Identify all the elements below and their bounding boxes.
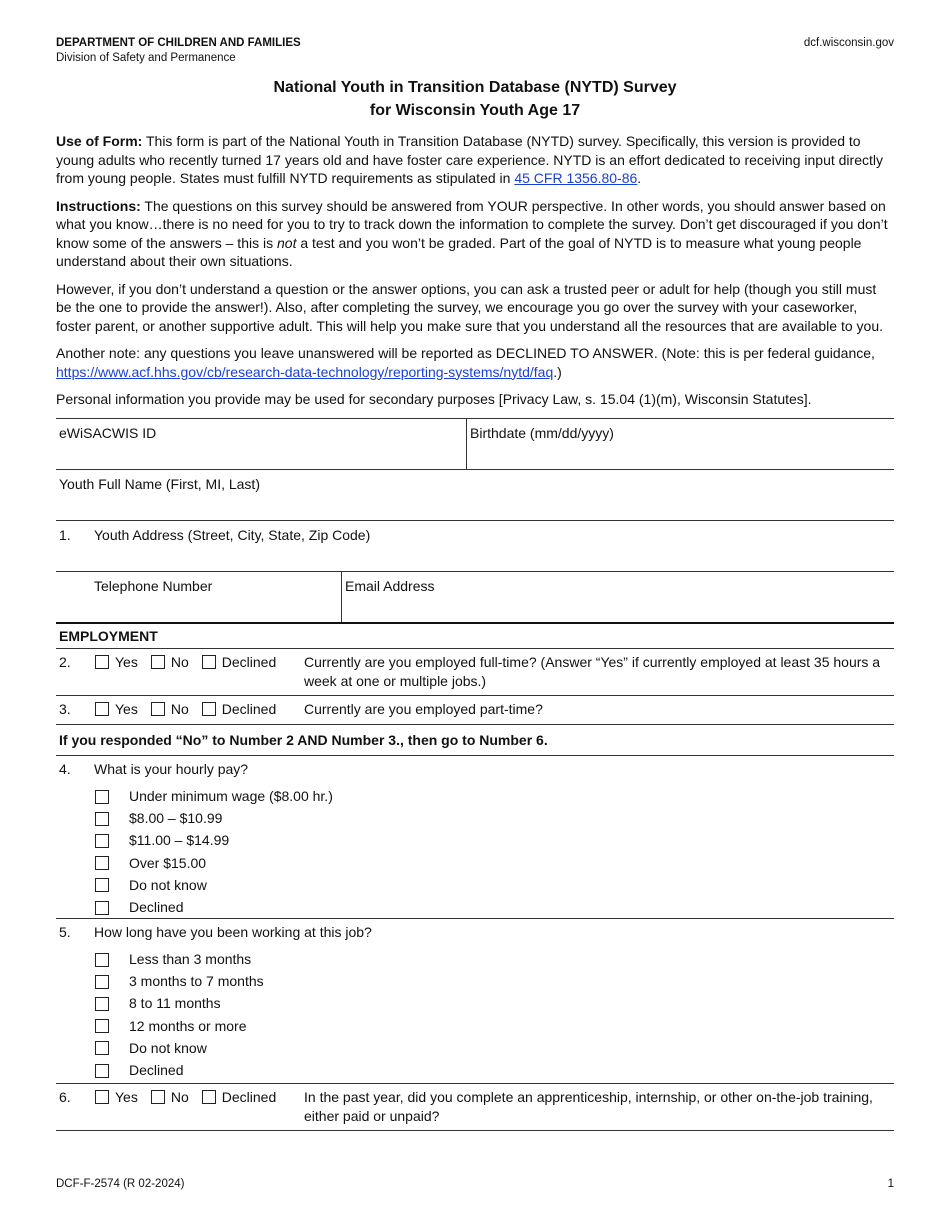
answer-options: [95, 700, 276, 719]
option-label: Less than 3 months: [129, 951, 252, 968]
address-number-label: 1.: [59, 526, 71, 543]
use-of-form-text: This form is part of the National Youth in Transition Database (NYTD) survey. Specifically, this version is provided to young adults who recently turned 17 years old and have foster care experience. NYTD is an effort dedicated to receiving input directly from young people. States must fulfill NYTD requirements as stipulated in: [56, 133, 883, 186]
answer-option[interactable]: [95, 1059, 264, 1081]
checkbox[interactable]: [95, 702, 109, 716]
answer-option[interactable]: [95, 786, 333, 808]
checkbox[interactable]: [202, 1090, 216, 1104]
checkbox[interactable]: [95, 1090, 109, 1104]
checkbox[interactable]: [95, 953, 109, 967]
question-text: What is your hourly pay?: [94, 760, 249, 777]
yes-option[interactable]: [95, 1088, 138, 1107]
answer-list: [95, 949, 264, 1082]
checkbox[interactable]: [95, 901, 109, 915]
option-label: Under minimum wage ($8.00 hr.): [129, 788, 333, 805]
question-3: [56, 696, 894, 725]
answer-option[interactable]: [95, 1037, 264, 1059]
checkbox[interactable]: [95, 1041, 109, 1055]
note-end: .): [553, 363, 562, 380]
answer-option[interactable]: [95, 852, 333, 874]
declined-option[interactable]: [202, 653, 276, 672]
instructions-paragraph: [56, 197, 894, 271]
telephone-field[interactable]: [91, 572, 342, 622]
checkbox[interactable]: [202, 702, 216, 716]
title-line-1: National Youth in Transition Database (NYTD) Survey: [273, 79, 677, 96]
option-label: $11.00 – $14.99: [129, 832, 230, 849]
option-label: No: [170, 653, 189, 670]
ewisacwis-label: eWiSACWIS ID: [59, 424, 157, 441]
answer-option[interactable]: [95, 1015, 264, 1037]
page-header: [56, 36, 894, 68]
question-number: 3.: [59, 700, 71, 717]
question-number: 2.: [59, 653, 71, 670]
option-label: $8.00 – $10.99: [129, 810, 223, 827]
option-label: No: [170, 700, 189, 717]
question-text: How long have you been working at this job?: [94, 923, 372, 940]
division-name: Division of Safety and Permanence: [56, 52, 236, 64]
address-label: Youth Address (Street, City, State, Zip Code): [94, 526, 371, 543]
full-name-field[interactable]: [56, 470, 894, 520]
option-label: 3 months to 7 months: [129, 973, 264, 990]
instructions-not: not: [277, 234, 297, 251]
checkbox[interactable]: [151, 1090, 165, 1104]
option-label: 12 months or more: [129, 1017, 247, 1034]
email-label: Email Address: [345, 577, 435, 594]
question-number: 5.: [59, 923, 71, 940]
address-row: [56, 521, 894, 572]
checkbox[interactable]: [95, 655, 109, 669]
option-label: Declined: [221, 653, 277, 670]
telephone-label: Telephone Number: [94, 577, 213, 594]
answer-option[interactable]: [95, 896, 333, 918]
option-label: Yes: [115, 653, 138, 670]
question-5: [56, 919, 894, 1084]
option-label: Declined: [221, 1088, 277, 1105]
checkbox[interactable]: [95, 856, 109, 870]
employment-section-title: EMPLOYMENT: [56, 624, 894, 649]
checkbox[interactable]: [95, 1064, 109, 1078]
birthdate-label: Birthdate (mm/dd/yyyy): [470, 424, 614, 441]
answer-option[interactable]: [95, 949, 264, 971]
yes-option[interactable]: [95, 653, 138, 672]
form-id: DCF-F-2574 (R 02-2024): [56, 1178, 185, 1190]
answer-option[interactable]: [95, 874, 333, 896]
checkbox[interactable]: [95, 997, 109, 1011]
option-label: Declined: [221, 700, 277, 717]
option-label: Do not know: [129, 1039, 207, 1056]
declined-option[interactable]: [202, 1088, 276, 1107]
option-label: Declined: [129, 899, 184, 916]
option-label: Yes: [115, 1088, 138, 1105]
name-row: [56, 470, 894, 521]
website: dcf.wisconsin.gov: [803, 37, 894, 49]
ewisacwis-field[interactable]: [56, 419, 467, 469]
question-number: 6.: [59, 1088, 71, 1105]
answer-option[interactable]: [95, 993, 264, 1015]
question-2: [56, 649, 894, 696]
answer-option[interactable]: [95, 830, 333, 852]
birthdate-field[interactable]: [466, 419, 894, 469]
answer-options: [95, 1088, 276, 1107]
use-of-form-end: .: [637, 170, 642, 186]
declined-option[interactable]: [202, 700, 276, 719]
answer-option[interactable]: [95, 971, 264, 993]
note-text: Another note: any questions you leave unanswered will be reported as DECLINED TO ANSWER. (Note: this is per federal guidance,: [56, 345, 875, 361]
option-label: Declined: [129, 1062, 184, 1079]
question-text: Currently are you employed part-time?: [304, 700, 543, 717]
full-name-label: Youth Full Name (First, MI, Last): [59, 475, 260, 492]
answer-options: [95, 653, 276, 672]
page-footer: [56, 1178, 894, 1190]
form-page: [56, 36, 894, 1131]
checkbox[interactable]: [202, 655, 216, 669]
use-of-form-paragraph: [56, 132, 894, 188]
skip-instruction: If you responded “No” to Number 2 AND Number 3., then go to Number 6.: [56, 725, 894, 756]
title-line-2: for Wisconsin Youth Age 17: [369, 102, 581, 119]
checkbox[interactable]: [95, 812, 109, 826]
option-label: 8 to 11 months: [129, 995, 221, 1012]
checkbox[interactable]: [151, 655, 165, 669]
address-field[interactable]: [91, 521, 894, 571]
form-title: [56, 76, 894, 122]
question-text: In the past year, did you complete an apprenticeship, internship, or other on-the-job training, either paid or unpaid?: [304, 1088, 873, 1124]
checkbox[interactable]: [95, 975, 109, 989]
faq-link[interactable]: https://www.acf.hhs.gov/cb/research-data-technology/reporting-systems/nytd/faq: [56, 363, 554, 380]
instructions-text-2: a test and you won’t be graded. Part of the goal of NYTD is to measure what young people understand about their own situations.: [56, 234, 862, 269]
checkbox[interactable]: [151, 702, 165, 716]
option-label: Do not know: [129, 876, 207, 893]
no-option[interactable]: [151, 700, 189, 719]
option-label: Over $15.00: [129, 854, 207, 871]
no-option[interactable]: [151, 653, 189, 672]
id-row: [56, 419, 894, 470]
checkbox[interactable]: [95, 834, 109, 848]
question-6: [56, 1084, 894, 1131]
privacy-notice: Personal information you provide may be used for secondary purposes [Privacy Law, s. 15.04 (1)(m), Wisconsin Statutes].: [56, 391, 812, 407]
answer-option[interactable]: [95, 808, 333, 830]
email-field[interactable]: [341, 572, 894, 622]
address-number: [56, 521, 92, 571]
cfr-link[interactable]: 45 CFR 1356.80-86: [514, 170, 638, 186]
option-label: Yes: [115, 700, 138, 717]
no-option[interactable]: [151, 1088, 189, 1107]
yes-option[interactable]: [95, 700, 138, 719]
use-of-form-label: Use of Form:: [56, 133, 143, 149]
youth-info-grid: [56, 418, 894, 624]
however-paragraph: However, if you don’t understand a question or the answer options, you can ask a trusted peer or adult for help (though you still must be the one to provide the answer!). Also, after completing the survey, we encourage you go over the survey with your caseworker, foster parent, or another supportive adult. This will help you make sure that you understand all the resources that are available to you.: [56, 280, 883, 334]
answer-list: [95, 786, 333, 919]
checkbox[interactable]: [95, 1019, 109, 1033]
note-paragraph: [56, 344, 894, 381]
question-number: 4.: [59, 760, 71, 777]
instructions-label: Instructions:: [56, 197, 141, 214]
option-label: No: [170, 1088, 189, 1105]
department-name: DEPARTMENT OF CHILDREN AND FAMILIES: [56, 37, 301, 49]
question-4: [56, 756, 894, 919]
contact-row: [56, 572, 894, 624]
instructions-text-1: The questions on this survey should be answered from YOUR perspective. In other words, you should answer based on what you know…there is no need for you to try to track down the information to complete the survey. Don’t get discouraged if you don’t know some of the answers – this is: [56, 197, 888, 251]
page-number: 1: [887, 1178, 894, 1190]
checkbox[interactable]: [95, 878, 109, 892]
question-text: Currently are you employed full-time? (Answer “Yes” if currently employed at least 35 hours a week at one or multiple jobs.): [304, 653, 881, 689]
checkbox[interactable]: [95, 790, 109, 804]
